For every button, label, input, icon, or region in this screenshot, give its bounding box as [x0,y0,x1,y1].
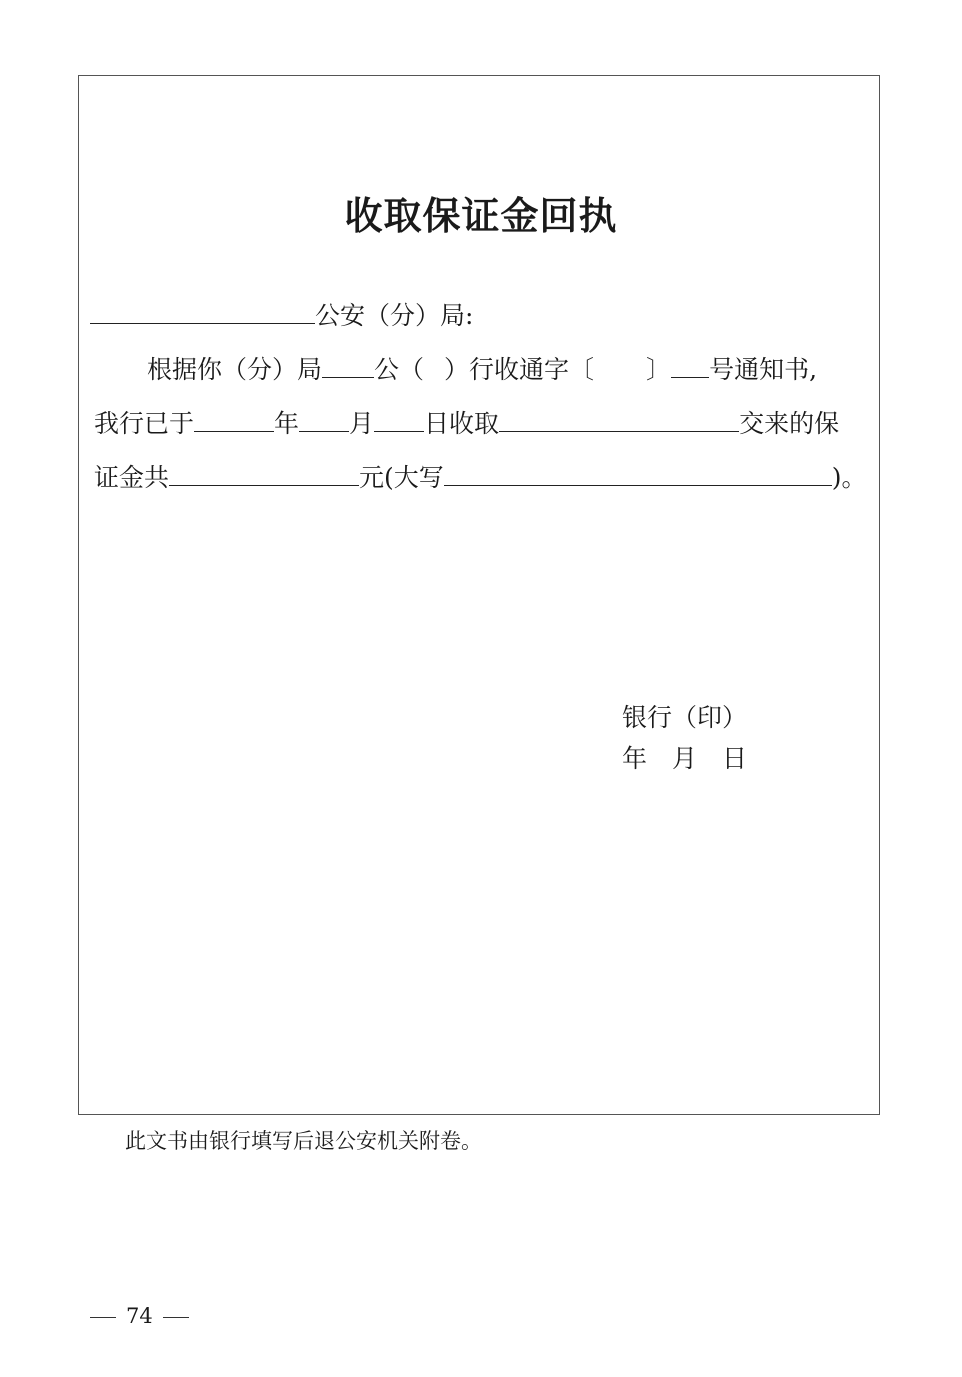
blank-day[interactable] [374,405,424,432]
text-segment: 元(大写 [359,463,444,492]
text-segment: 根据你（分）局 [147,355,323,384]
dash-right [163,1317,189,1318]
page-number-line [80,1300,199,1332]
text-segment: ）行收通字〔 [444,355,595,384]
body-line-3 [94,459,867,496]
text-segment: 交来的保 [739,409,840,438]
text-segment: 证金共 [94,463,170,492]
addressee-suffix: 公安（分）局: [315,301,474,330]
blank-year[interactable] [194,405,274,432]
text-segment: 年 [274,409,300,438]
document-title: 收取保证金回执 [344,193,618,238]
page-number: 74 [126,1304,153,1328]
body-line-2 [94,405,839,442]
text-segment: 公（ [374,355,425,384]
blank-amount-in-words[interactable] [444,459,832,486]
dash-left [90,1317,116,1318]
blank-month[interactable] [299,405,349,432]
signature-date: 年 月 日 [622,744,748,773]
blank-police-bureau[interactable] [90,297,315,324]
blank-payer-name[interactable] [499,405,739,432]
text-segment: 月 [349,409,375,438]
blank-bureau-abbr[interactable] [322,351,374,378]
text-segment: 号通知书, [709,355,818,384]
text-segment: )。 [831,463,867,492]
text-segment: 〕 [646,355,672,384]
body-line-1 [147,351,817,388]
blank-notice-number[interactable] [671,351,709,378]
signature-bank: 银行（印） [622,703,748,732]
text-segment: 我行已于 [94,409,195,438]
addressee-line [90,297,473,334]
text-segment: 日收取 [424,409,500,438]
footnote: 此文书由银行填写后退公安机关附卷。 [125,1129,482,1153]
blank-amount[interactable] [169,459,359,486]
